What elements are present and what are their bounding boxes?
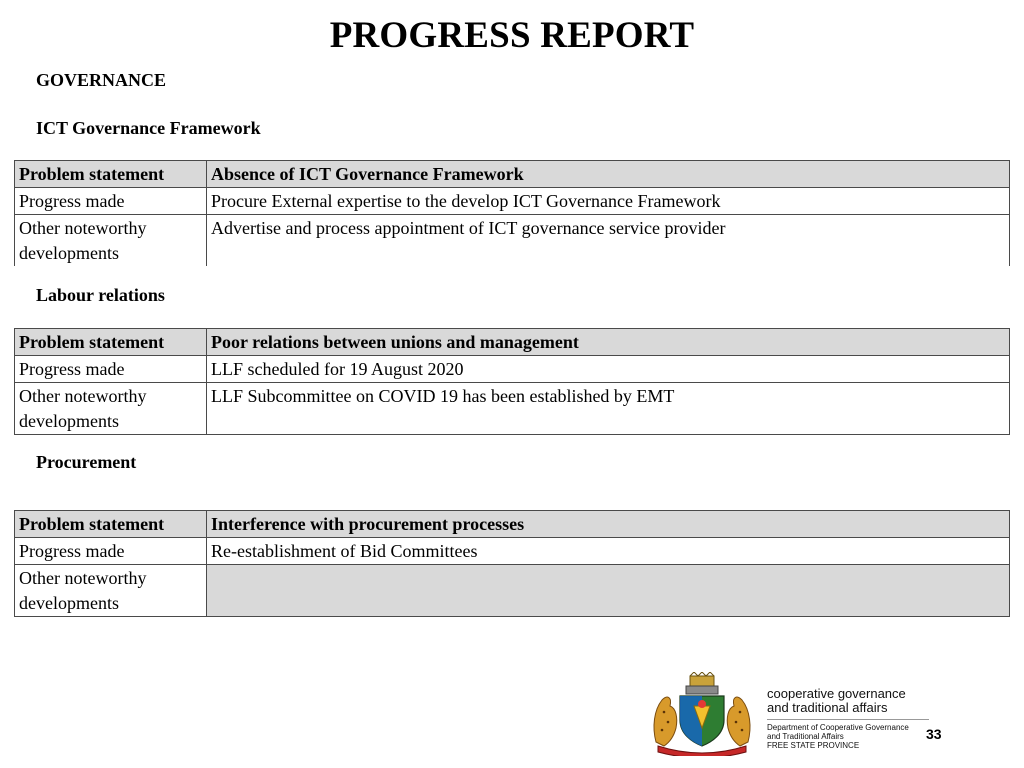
coat-of-arms-logo — [650, 672, 754, 756]
other-developments-value: Advertise and process appointment of ICT governance service provider — [207, 215, 1010, 267]
progress-made-label: Progress made — [15, 188, 207, 215]
table-row — [15, 161, 1010, 188]
procurement-table — [14, 510, 1010, 617]
section-heading-labour: Labour relations — [36, 285, 165, 305]
progress-made-label: Progress made — [15, 356, 207, 383]
table-row — [15, 565, 1010, 617]
other-developments-label: Other noteworthy developments — [15, 565, 207, 617]
table-row — [15, 383, 1010, 435]
ict-table — [14, 160, 1010, 266]
problem-statement-value: Poor relations between unions and management — [207, 329, 1010, 356]
other-developments-value — [207, 565, 1010, 617]
section-heading-procurement: Procurement — [36, 452, 137, 472]
brand-line-2: and traditional affairs — [767, 700, 888, 715]
problem-statement-label: Problem statement — [15, 161, 207, 188]
table-row — [15, 538, 1010, 565]
problem-statement-label: Problem statement — [15, 511, 207, 538]
section-heading-ict: ICT Governance Framework — [36, 118, 261, 138]
section-heading-governance: GOVERNANCE — [36, 70, 167, 90]
table-row — [15, 188, 1010, 215]
brand-line-1: cooperative governance — [767, 686, 906, 701]
problem-statement-value: Interference with procurement processes — [207, 511, 1010, 538]
table-row — [15, 329, 1010, 356]
other-developments-value: LLF Subcommittee on COVID 19 has been established by EMT — [207, 383, 1010, 435]
table-row — [15, 356, 1010, 383]
department-name-line-1: Department of Cooperative Governance — [767, 723, 909, 732]
page-number: 33 — [926, 726, 942, 742]
department-branding — [767, 687, 929, 750]
table-row — [15, 511, 1010, 538]
problem-statement-label: Problem statement — [15, 329, 207, 356]
brand-divider — [767, 719, 929, 720]
progress-made-value: Procure External expertise to the develop ICT Governance Framework — [207, 188, 1010, 215]
other-developments-label: Other noteworthy developments — [15, 383, 207, 435]
labour-table — [14, 328, 1010, 435]
problem-statement-value: Absence of ICT Governance Framework — [207, 161, 1010, 188]
department-name-line-2: and Traditional Affairs — [767, 732, 844, 741]
progress-made-value: Re-establishment of Bid Committees — [207, 538, 1010, 565]
progress-made-label: Progress made — [15, 538, 207, 565]
other-developments-label: Other noteworthy developments — [15, 215, 207, 267]
province-name: FREE STATE PROVINCE — [767, 741, 860, 750]
table-row — [15, 215, 1010, 267]
page-title: PROGRESS REPORT — [329, 15, 695, 56]
progress-made-value: LLF scheduled for 19 August 2020 — [207, 356, 1010, 383]
